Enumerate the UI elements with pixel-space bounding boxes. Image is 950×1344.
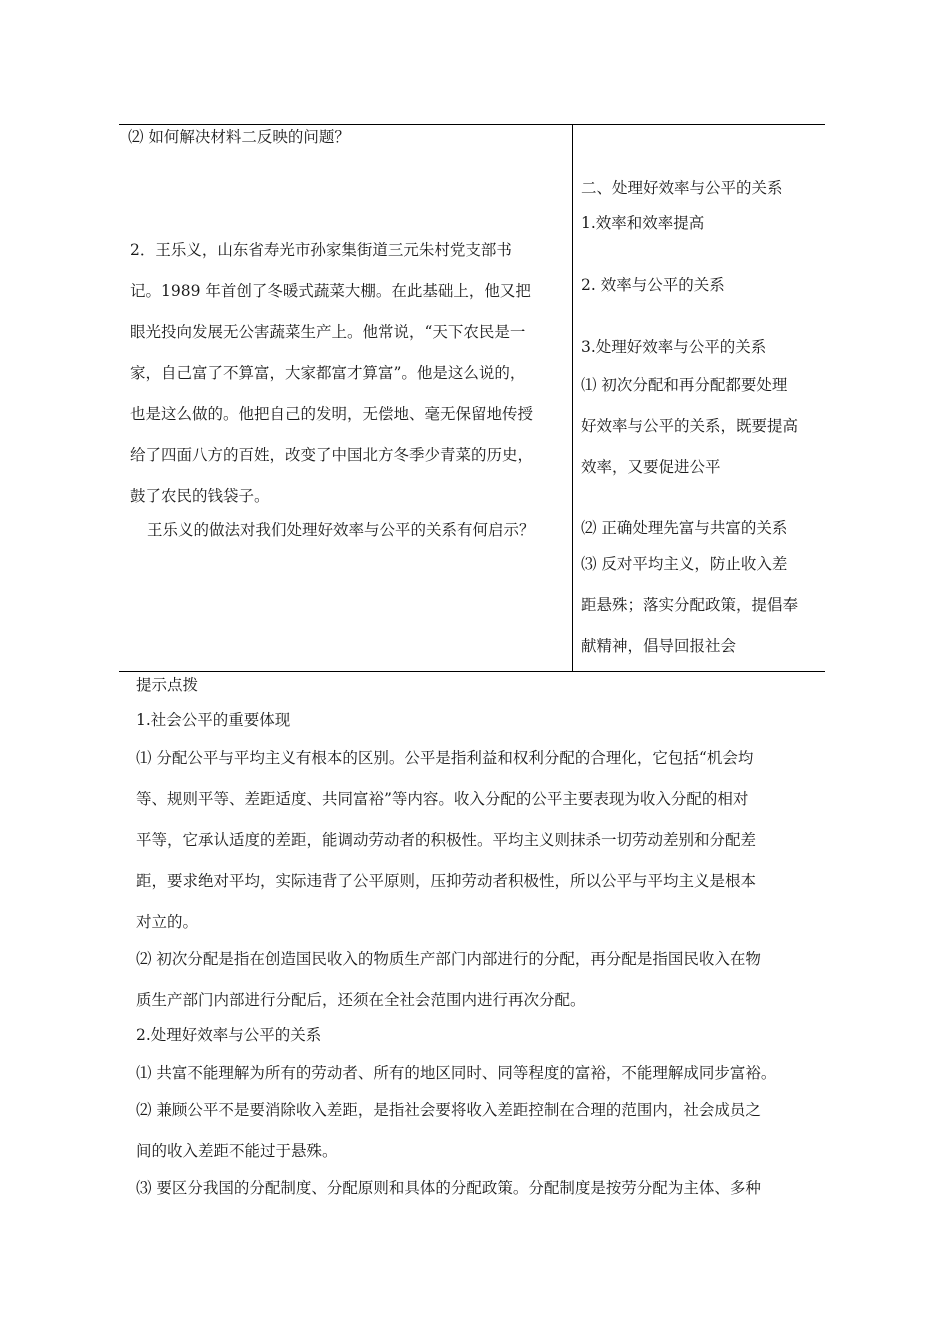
- outline-item-2: 2. 效率与公平的关系: [581, 276, 725, 294]
- tips-line: 等、规则平等、差距适度、共同富裕”等内容。收入分配的公平主要表现为收入分配的相对: [136, 790, 749, 808]
- material-line: 鼓了农民的钱袋子。: [130, 487, 270, 505]
- tips-line: ⑴ 共富不能理解为所有的劳动者、所有的地区同时、同等程度的富裕，不能理解成同步富裕。: [136, 1064, 777, 1082]
- outline-sub-3-line: ⑶ 反对平均主义，防止收入差: [581, 555, 788, 573]
- tips-line: ⑵ 初次分配是指在创造国民收入的物质生产部门内部进行的分配，再分配是指国民收入在物: [136, 950, 761, 968]
- tips-section-2-title: 2.处理好效率与公平的关系: [136, 1026, 322, 1044]
- outline-item-3: 3.处理好效率与公平的关系: [581, 338, 767, 356]
- material-line: 眼光投向发展无公害蔬菜生产上。他常说，“天下农民是一: [130, 323, 526, 341]
- tips-line: 间的收入差距不能过于悬殊。: [136, 1142, 338, 1160]
- material-paragraph: [130, 230, 564, 517]
- material-question: 王乐义的做法对我们处理好效率与公平的关系有何启示？: [147, 521, 535, 539]
- outline-sub-3-line: 距悬殊；落实分配政策，提倡奉: [581, 596, 799, 614]
- material-line: 也是这么做的。他把自己的发明，无偿地、毫无保留地传授: [130, 405, 534, 423]
- material-line: 记。1989 年首创了冬暖式蔬菜大棚。在此基础上，他又把: [130, 282, 531, 300]
- tips-section-1-title: 1.社会公平的重要体现: [136, 711, 291, 729]
- question-2: ⑵ 如何解决材料二反映的问题？: [128, 128, 350, 146]
- outline-sub-1-line: 好效率与公平的关系，既要提高: [581, 417, 799, 435]
- tips-line: 质生产部门内部进行分配后，还须在全社会范围内进行再次分配。: [136, 991, 586, 1009]
- table-bottom-border: [119, 671, 825, 672]
- table-top-border: [119, 124, 825, 125]
- tips-line: 距，要求绝对平均，实际违背了公平原则，压抑劳动者积极性，所以公平与平均主义是根本: [136, 872, 757, 890]
- tips-line: ⑵ 兼顾公平不是要消除收入差距，是指社会要将收入差距控制在合理的范围内，社会成员之: [136, 1101, 761, 1119]
- tips-line: 平等，它承认适度的差距，能调动劳动者的积极性。平均主义则抹杀一切劳动差别和分配差: [136, 831, 757, 849]
- outline-sub-2: ⑵ 正确处理先富与共富的关系: [581, 519, 788, 537]
- material-line: 家，自己富了不算富，大家都富才算富”。他是这么说的，: [130, 364, 526, 382]
- tips-line: ⑶ 要区分我国的分配制度、分配原则和具体的分配政策。分配制度是按劳分配为主体、多种: [136, 1179, 761, 1197]
- tips-line: 对立的。: [136, 913, 199, 931]
- tips-title: 提示点拨: [136, 676, 199, 694]
- material-line: 2．王乐义，山东省寿光市孙家集街道三元朱村党支部书: [130, 241, 512, 259]
- outline-sub-1-line: ⑴ 初次分配和再分配都要处理: [581, 376, 788, 394]
- tips-line: ⑴ 分配公平与平均主义有根本的区别。公平是指利益和权利分配的合理化，它包括“机会均: [136, 749, 754, 767]
- outline-heading: 二、处理好效率与公平的关系: [581, 179, 783, 197]
- outline-sub-3-line: 献精神，倡导回报社会: [581, 637, 737, 655]
- material-line: 给了四面八方的百姓，改变了中国北方冬季少青菜的历史，: [130, 446, 534, 464]
- outline-sub-1-line: 效率，又要促进公平: [581, 458, 721, 476]
- outline-item-1: 1.效率和效率提高: [581, 214, 705, 232]
- table-column-divider: [572, 124, 573, 672]
